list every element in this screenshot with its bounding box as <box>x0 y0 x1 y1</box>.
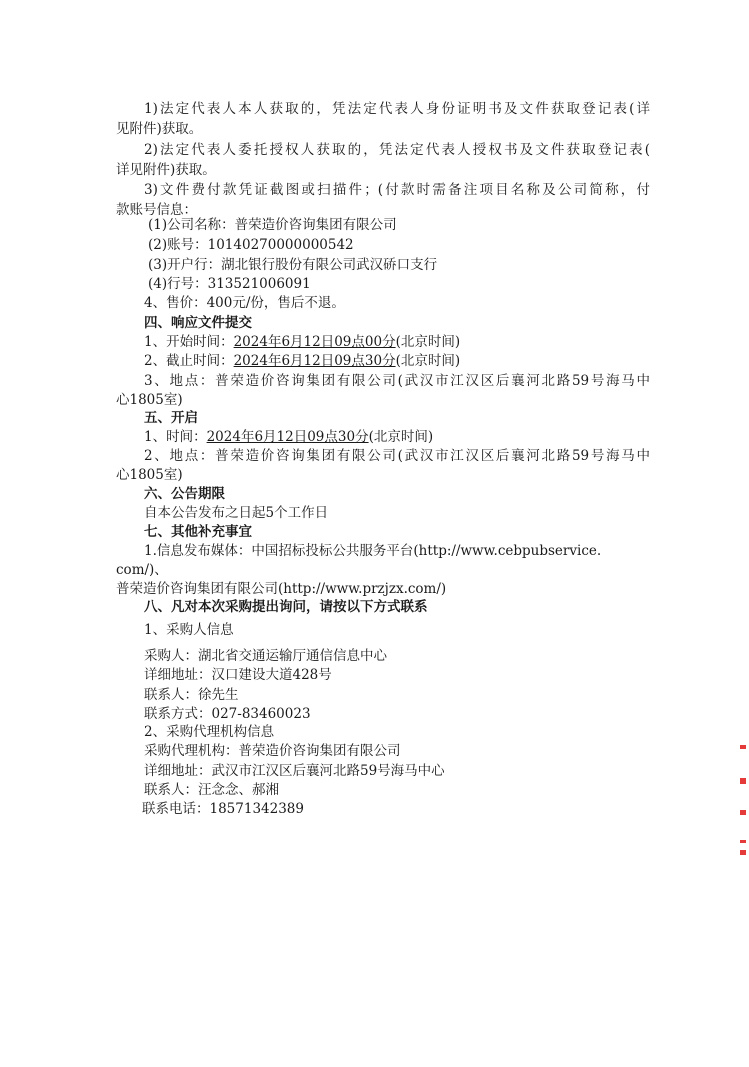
buyer-phone: 联系方式：027-83460023 <box>144 706 311 722</box>
agent-contact: 联系人：汪念念、郝湘 <box>144 782 279 798</box>
account-bank-code: (4)行号：313521006091 <box>148 276 311 292</box>
opening-time-value: 2024年6月12日09点30分 <box>206 429 369 445</box>
section-8-heading: 八、凡对本次采购提出询问，请按以下方式联系 <box>144 599 428 615</box>
agent-phone: 联系电话：18571342389 <box>142 801 304 817</box>
opening-time-prefix: 1、时间： <box>144 429 207 445</box>
media-line-1: 1.信息发布媒体：中国招标投标公共服务平台(http://www.cebpubservice. <box>144 543 602 559</box>
submit-start-time <box>144 332 654 352</box>
media-line-3: 普荣造价咨询集团有限公司(http://www.przjzx.com/) <box>116 581 447 597</box>
submit-start-prefix: 1、开始时间： <box>144 334 234 350</box>
submit-start-value: 2024年6月12日09点00分 <box>233 334 396 350</box>
section-4-heading: 四、响应文件提交 <box>144 315 252 331</box>
buyer-name: 采购人：湖北省交通运输厅通信信息中心 <box>144 648 387 664</box>
notice-period-text: 自本公告发布之日起5个工作日 <box>144 505 329 521</box>
seal-mark-3 <box>740 810 746 815</box>
para-2-line-1: 2)法定代表人委托授权人获取的，凭法定代表人授权书及文件获取登记表( <box>144 142 650 158</box>
opening-time <box>144 427 654 447</box>
submit-end-prefix: 2、截止时间： <box>144 353 234 369</box>
account-company: (1)公司名称：普荣造价咨询集团有限公司 <box>148 217 397 233</box>
agent-address: 详细地址：武汉市江汉区后襄河北路59号海马中心 <box>144 763 445 779</box>
section-7-heading: 七、其他补充事宜 <box>144 524 252 540</box>
seal-mark-2 <box>740 778 746 784</box>
submit-end-value: 2024年6月12日09点30分 <box>233 353 396 369</box>
submit-place-line-1: 3、地点：普荣造价咨询集团有限公司(武汉市江汉区后襄河北路59号海马中 <box>144 373 650 389</box>
submit-end-time <box>144 351 654 371</box>
media-line-2: com/)、 <box>116 562 168 578</box>
seal-mark-4 <box>740 840 746 843</box>
para-1-line-2: 见附件)获取。 <box>116 121 203 137</box>
submit-start-suffix: (北京时间) <box>395 334 461 350</box>
section-6-heading: 六、公告期限 <box>144 486 225 502</box>
buyer-info-title: 1、采购人信息 <box>144 622 234 638</box>
buyer-address: 详细地址：汉口建设大道428号 <box>144 667 332 683</box>
account-number: (2)账号：10140270000000542 <box>148 237 354 253</box>
section-5-heading: 五、开启 <box>144 410 198 426</box>
account-bank: (3)开户行：湖北银行股份有限公司武汉硚口支行 <box>148 257 438 273</box>
para-3-line-1: 3)文件费付款凭证截图或扫描件；(付款时需备注项目名称及公司简称，付 <box>144 182 650 198</box>
submit-end-suffix: (北京时间) <box>395 353 461 369</box>
agent-info-title: 2、采购代理机构信息 <box>144 724 275 740</box>
seal-edge-marks <box>740 740 749 860</box>
price-text: 4、售价：400元/份，售后不退。 <box>144 295 345 311</box>
opening-time-suffix: (北京时间) <box>368 429 434 445</box>
para-2-line-2: 详见附件)获取。 <box>116 162 216 178</box>
para-3-line-2: 款账号信息： <box>116 202 197 218</box>
para-1-line-1: 1)法定代表人本人获取的，凭法定代表人身份证明书及文件获取登记表(详 <box>144 101 650 117</box>
buyer-contact: 联系人：徐先生 <box>144 687 239 703</box>
opening-place-line-2: 心1805室) <box>116 467 183 483</box>
submit-place-line-2: 心1805室) <box>116 392 183 408</box>
agent-name: 采购代理机构：普荣造价咨询集团有限公司 <box>144 743 401 759</box>
seal-mark-1 <box>740 745 746 749</box>
seal-mark-5 <box>740 850 746 855</box>
opening-place-line-1: 2、地点：普荣造价咨询集团有限公司(武汉市江汉区后襄河北路59号海马中 <box>144 448 650 464</box>
